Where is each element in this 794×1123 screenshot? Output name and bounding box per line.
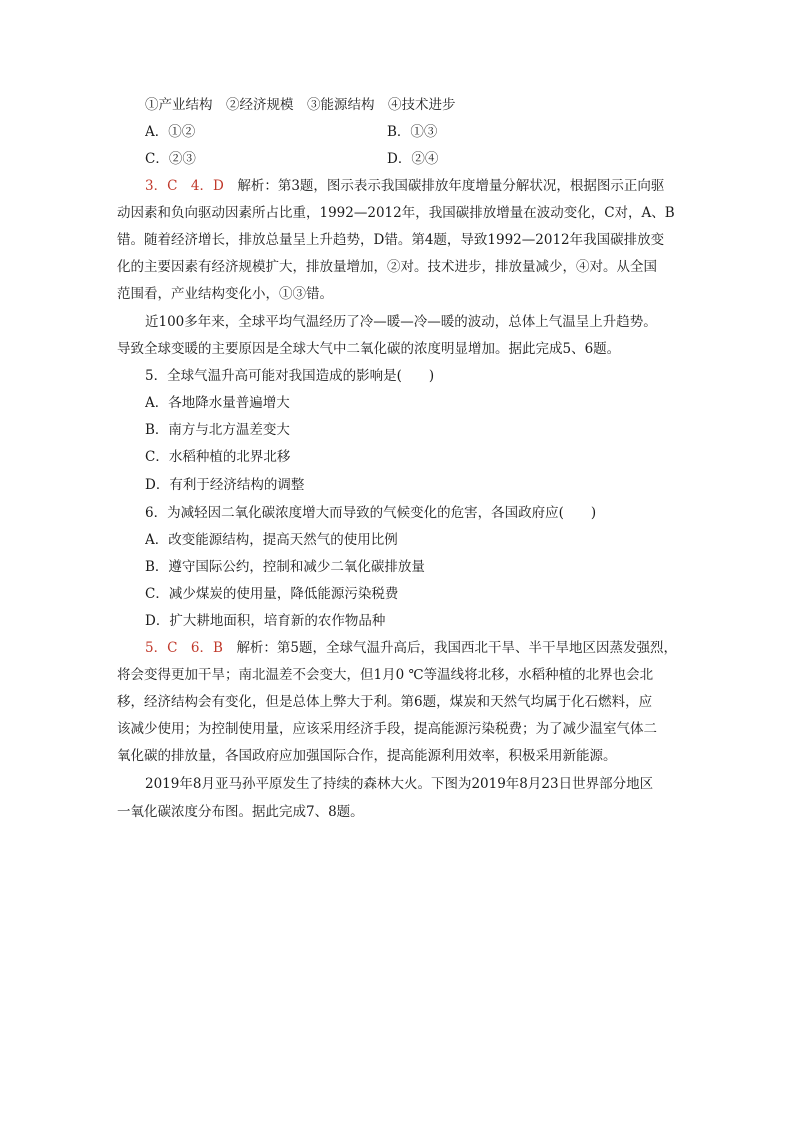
intro-5-6-line-1: 近100多年来，全球平均气温经历了冷—暖—冷—暖的波动，总体上气温呈上升趋势。 [145,314,657,330]
question-5-option-c: C．水稻种植的北界北移 [145,449,291,465]
answer-3: 3．C [145,178,178,194]
answer-6: 6．B [190,640,223,656]
q4-option-d: D．②④ [387,151,439,167]
answer-3-4-line-3: 错。随着经济增长，排放总量呈上升趋势，D错。第4题，导致1992—2012年我国碳排放变 [117,232,665,248]
answer-5-6-line-1 [145,639,683,657]
answer-5-6-line-4: 该减少使用；为控制使用量，应该采用经济手段，提高能源污染税费；为了减少温室气体二 [117,721,657,737]
answer-4: 4．D [190,178,224,194]
question-5-option-a: A．各地降水量普遍增大 [145,395,290,411]
question-6-stem: 6．为减轻因二氧化碳浓度增大而导致的气候变化的危害，各国政府应( ) [145,505,597,521]
q4-option-b: B．①③ [387,124,438,140]
intro-5-6-line-2: 导致全球变暖的主要原因是全球大气中二氧化碳的浓度明显增加。据此完成5、6题。 [117,341,621,357]
answer-3-4-line-1 [145,177,683,195]
answer-5: 5．C [145,640,178,656]
answer-3-4-line-5: 范围看，产业结构变化小，①③错。 [117,286,333,302]
question-5-stem: 5．全球气温升高可能对我国造成的影响是( ) [145,368,435,384]
answer-3-4-line-2: 动因素和负向驱动因素所占比重，1992—2012年，我国碳排放增量在波动变化，C对，A、B [117,205,675,221]
q4-factor-list: ①产业结构 ②经济规模 ③能源结构 ④技术进步 [145,97,456,113]
q4-option-c: C．②③ [145,151,196,167]
answer-5-6-line-2: 将会变得更加干旱；南北温差不会变大，但1月0 ℃等温线将北移，水稻种植的北界也会北 [117,667,654,683]
question-6-option-b: B．遵守国际公约，控制和减少二氧化碳排放量 [145,559,425,575]
answer-5-6-line-5: 氧化碳的排放量，各国政府应加强国际合作，提高能源利用效率，积极采用新能源。 [117,748,617,764]
question-6-option-d: D．扩大耕地面积，培育新的农作物品种 [145,613,386,629]
answer-5-6-line-3: 移，经济结构会有变化，但是总体上弊大于利。第6题，煤炭和天然气均属于化石燃料，应 [117,694,653,710]
analysis-5-6-text: 解析：第5题，全球气温升高后，我国西北干旱、半干旱地区因蒸发强烈， [236,640,678,656]
question-6-option-a: A．改变能源结构，提高天然气的使用比例 [145,532,398,548]
analysis-3-4-text: 解析：第3题，图示表示我国碳排放年度增量分解状况，根据图示正向驱 [237,178,665,194]
question-5-option-b: B．南方与北方温差变大 [145,422,290,438]
question-5-option-d: D．有利于经济结构的调整 [145,477,305,493]
answer-3-4-line-4: 化的主要因素有经济规模扩大，排放量增加，②对。技术进步，排放量减少，④对。从全国 [117,259,657,275]
question-6-option-c: C．减少煤炭的使用量，降低能源污染税费 [145,586,399,602]
intro-7-8-line-2: 一氧化碳浓度分布图。据此完成7、8题。 [117,804,364,820]
q4-option-a: A．①② [145,124,196,140]
intro-7-8-line-1: 2019年8月亚马孙平原发生了持续的森林大火。下图为2019年8月23日世界部分地区 [145,776,654,792]
